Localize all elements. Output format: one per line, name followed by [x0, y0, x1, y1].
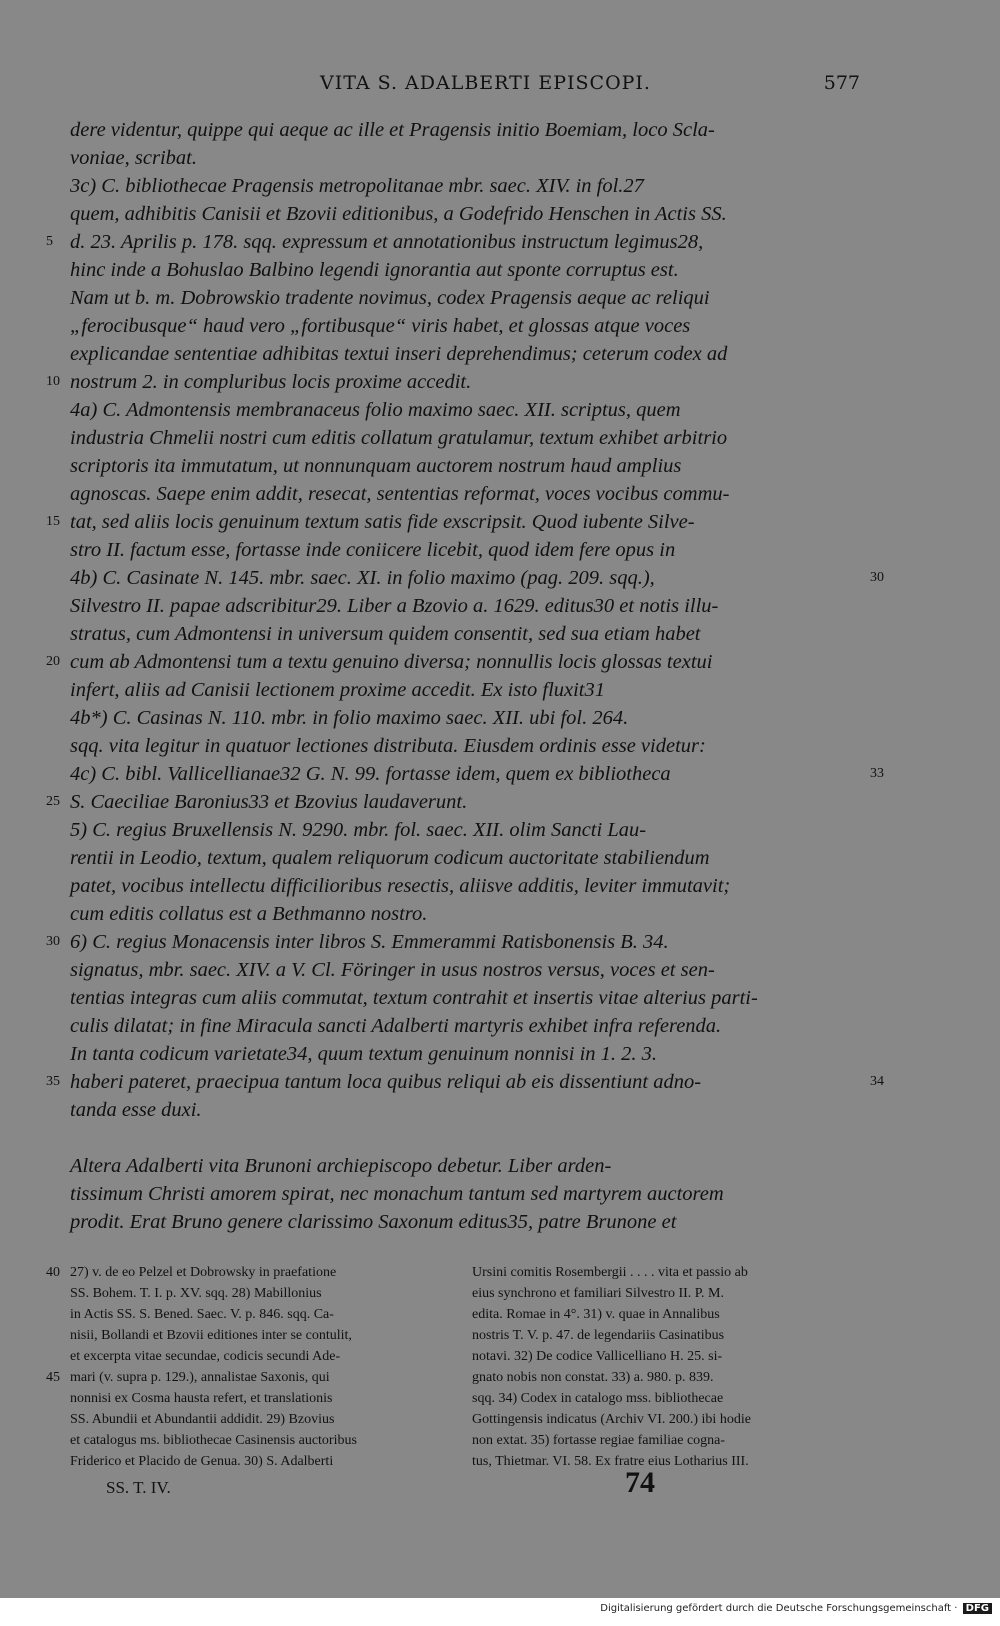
line-text: industria Chmelii nostri cum editis collatum gratulamur, textum exhibet arbitrio: [70, 427, 728, 449]
text-line: [70, 872, 860, 900]
line-text: cum ab Admontensi tum a textu genuino diversa; nonnullis locis glossas textui: [70, 651, 713, 673]
line-text: „ferocibusque“ haud vero „fortibusque“ viris habet, et glossas atque voces: [70, 315, 691, 337]
footnote-left: in Actis SS. S. Bened. Saec. V. p. 846. sqq. Ca-: [70, 1307, 334, 1322]
sheet-number: 74: [625, 1466, 655, 1499]
line-text: dere videntur, quippe qui aeque ac ille et Pragensis initio Boemiam, loco Scla-: [70, 119, 715, 141]
text-line: [70, 900, 860, 928]
footnote-row: [70, 1409, 860, 1430]
line-number: 5: [46, 234, 53, 249]
line-text: stratus, cum Admontensi in universum quidem consentit, sed sua etiam habet: [70, 623, 701, 645]
line-text: rentii in Leodio, textum, qualem reliquorum codicum auctoritate stabiliendum: [70, 847, 710, 869]
footnote-row: [70, 1304, 860, 1325]
dfg-credit-text: Digitalisierung gefördert durch die Deutsche Forschungsgemeinschaft: [600, 1603, 952, 1614]
footnote-right: Gottingensis indicatus (Archiv VI. 200.) ibi hodie: [472, 1412, 751, 1427]
main-text: [46, 116, 884, 1236]
line-text: 5) C. regius Bruxellensis N. 9290. mbr. fol. saec. XII. olim Sancti Lau-: [70, 819, 647, 841]
line-text: hinc inde a Bohuslao Balbino legendi ignorantia aut sponte corruptus est.: [70, 259, 679, 281]
line-number: 15: [46, 514, 60, 529]
margin-number: 30: [870, 570, 884, 585]
footnote-left: nonnisi ex Cosma hausta refert, et translationis: [70, 1391, 333, 1406]
line-text: S. Caeciliae Baronius33 et Bzovius laudaverunt.: [70, 791, 468, 813]
text-line: [70, 396, 860, 424]
line-text: agnoscas. Saepe enim addit, resecat, sententias reformat, voces vocibus commu-: [70, 483, 730, 505]
line-text: tentias integras cum aliis commutat, textum contrahit et insertis vitae alterius parti-: [70, 987, 758, 1009]
text-line: [70, 536, 860, 564]
text-line: [70, 200, 860, 228]
line-text: 3c) C. bibliothecae Pragensis metropolitanae mbr. saec. XIV. in fol.27: [70, 175, 644, 197]
text-line: [70, 1012, 860, 1040]
text-line: [46, 648, 860, 676]
footnote-left: SS. Bohem. T. I. p. XV. sqq. 28) Mabillonius: [70, 1286, 322, 1301]
line-text: tissimum Christi amorem spirat, nec monachum tantum sed martyrem auctorem: [70, 1183, 724, 1205]
footnote-right: gnato nobis non constat. 33) a. 980. p. 839.: [472, 1370, 714, 1385]
text-line: [70, 480, 860, 508]
text-line: [70, 676, 860, 704]
footnote-row: [70, 1388, 860, 1409]
text-line: [70, 1180, 860, 1208]
footnote-right: non extat. 35) fortasse regiae familiae cogna-: [472, 1433, 726, 1448]
line-text: explicandae sententiae adhibitas textui inseri deprehendimus; ceterum codex ad: [70, 343, 728, 365]
footnote-row: [70, 1346, 860, 1367]
line-text: tat, sed aliis locis genuinum textum satis fide exscripsit. Quod iubente Silve-: [70, 511, 695, 533]
text-line: [70, 1124, 860, 1152]
footnote-left: mari (v. supra p. 129.), annalistae Saxonis, qui: [70, 1370, 330, 1385]
text-line: [70, 984, 860, 1012]
text-line: [70, 172, 860, 200]
footnote-left: 27) v. de eo Pelzel et Dobrowsky in praefatione: [70, 1265, 337, 1280]
footnote-right: eius synchrono et familiari Silvestro II. P. M.: [472, 1286, 724, 1301]
text-line: [46, 508, 860, 536]
page-number: 577: [823, 72, 860, 94]
line-text: 4c) C. bibl. Vallicellianae32 G. N. 99. fortasse idem, quem ex bibliotheca: [70, 763, 671, 785]
line-text: quem, adhibitis Canisii et Bzovii editionibus, a Godefrido Henschen in Actis SS.: [70, 203, 727, 225]
text-line: [70, 1096, 860, 1124]
text-line: [70, 1208, 860, 1236]
dfg-logo: DFG: [963, 1603, 992, 1614]
text-line: [70, 452, 860, 480]
text-line: [70, 732, 860, 760]
line-text: nostrum 2. in compluribus locis proxime accedit.: [70, 371, 472, 393]
line-text: signatus, mbr. saec. XIV. a V. Cl. Föringer in usus nostros versus, voces et sen-: [70, 959, 715, 981]
line-text: Altera Adalberti vita Brunoni archiepiscopo debetur. Liber arden-: [70, 1155, 612, 1177]
margin-number: 34: [870, 1074, 884, 1089]
text-line: [70, 564, 884, 592]
running-title: VITA S. ADALBERTI EPISCOPI.: [320, 72, 651, 94]
text-line: [46, 928, 860, 956]
text-line: [46, 788, 860, 816]
signature-mark: SS. T. IV.: [106, 1478, 171, 1497]
text-line: [70, 760, 884, 788]
footnote-right: Ursini comitis Rosembergii . . . . vita et passio ab: [472, 1265, 748, 1280]
line-number: 45: [46, 1370, 60, 1385]
text-line: [70, 592, 860, 620]
line-text: 6) C. regius Monacensis inter libros S. Emmerammi Ratisbonensis B. 34.: [70, 931, 669, 953]
line-text: patet, vocibus intellectu difficilioribus resectis, aliisve additis, leviter immutavit;: [70, 875, 731, 897]
footnote-right: tus, Thietmar. VI. 58. Ex fratre eius Lotharius III.: [472, 1454, 749, 1469]
line-text: culis dilatat; in fine Miracula sancti Adalberti martyris exhibet infra referenda.: [70, 1015, 722, 1037]
footnote-left: et catalogus ms. bibliothecae Casinensis auctoribus: [70, 1433, 357, 1448]
line-text: stro II. factum esse, fortasse inde coniicere licebit, quod idem fere opus in: [70, 539, 676, 561]
line-text: Silvestro II. papae adscribitur29. Liber a Bzovio a. 1629. editus30 et notis illu-: [70, 595, 719, 617]
footnotes: [46, 1262, 860, 1472]
footnote-row: [70, 1325, 860, 1346]
line-text: Nam ut b. m. Dobrowskio tradente novimus, codex Pragensis aeque ac reliqui: [70, 287, 710, 309]
line-text: cum editis collatus est a Bethmanno nostro.: [70, 903, 428, 925]
line-text: 4b*) C. Casinas N. 110. mbr. in folio maximo saec. XII. ubi fol. 264.: [70, 707, 629, 729]
line-text: voniae, scribat.: [70, 147, 197, 169]
footnote-row: [46, 1367, 860, 1388]
text-line: [70, 256, 860, 284]
text-line: [70, 144, 860, 172]
text-line: [70, 844, 860, 872]
text-line: [70, 1152, 860, 1180]
text-line: [46, 368, 860, 396]
margin-number: 33: [870, 766, 884, 781]
line-text: scriptoris ita immutatum, ut nonnunquam auctorem nostrum haud amplius: [70, 455, 682, 477]
line-text: tanda esse duxi.: [70, 1099, 202, 1121]
text-line: [70, 116, 860, 144]
text-line: [70, 816, 860, 844]
footnote-left: nisii, Bollandi et Bzovii editiones inter se contulit,: [70, 1328, 352, 1343]
line-text: d. 23. Aprilis p. 178. sqq. expressum et annotationibus instructum legimus28,: [70, 231, 704, 253]
line-text: infert, aliis ad Canisii lectionem proxime accedit. Ex isto fluxit31: [70, 679, 606, 701]
text-line: [70, 620, 860, 648]
footnote-right: sqq. 34) Codex in catalogo mss. bibliothecae: [472, 1391, 724, 1406]
line-number: 40: [46, 1265, 60, 1280]
text-line: [46, 228, 860, 256]
line-text: 4b) C. Casinate N. 145. mbr. saec. XI. in folio maximo (pag. 209. sqq.),: [70, 567, 655, 589]
footnote-left: SS. Abundii et Abundantii addidit. 29) Bzovius: [70, 1412, 335, 1427]
footnote-row: [70, 1283, 860, 1304]
text-line: [70, 424, 860, 452]
footnote-left: et excerpta vitae secundae, codicis secundi Ade-: [70, 1349, 341, 1364]
footnote-right: notavi. 32) De codice Vallicelliano H. 25. si-: [472, 1349, 723, 1364]
line-text: 4a) C. Admontensis membranaceus folio maximo saec. XII. scriptus, quem: [70, 399, 681, 421]
text-line: [70, 312, 860, 340]
footnote-row: [46, 1262, 860, 1283]
footnote-row: [70, 1430, 860, 1451]
line-text: prodit. Erat Bruno genere clarissimo Saxonum editus35, patre Brunone et: [70, 1211, 677, 1233]
dfg-credit-bar: Digitalisierung gefördert durch die Deutsche Forschungsgemeinschaft · DFG: [600, 1603, 992, 1614]
line-number: 35: [46, 1074, 60, 1089]
line-number: 30: [46, 934, 60, 949]
text-line: [70, 284, 860, 312]
footnote-row: [70, 1451, 860, 1472]
text-line: [46, 1068, 884, 1096]
text-line: [70, 340, 860, 368]
line-text: haberi pateret, praecipua tantum loca quibus reliqui ab eis dissentiunt adno-: [70, 1071, 702, 1093]
footnote-left: Friderico et Placido de Genua. 30) S. Adalberti: [70, 1454, 334, 1469]
footnote-right: edita. Romae in 4°. 31) v. quae in Annalibus: [472, 1307, 720, 1322]
text-line: [70, 704, 860, 732]
line-text: In tanta codicum varietate34, quum textum genuinum nonnisi in 1. 2. 3.: [70, 1043, 658, 1065]
page-header: [70, 72, 860, 102]
line-text: sqq. vita legitur in quatuor lectiones distributa. Eiusdem ordinis esse videtur:: [70, 735, 706, 757]
line-number: 25: [46, 794, 60, 809]
text-line: [70, 956, 860, 984]
line-number: 10: [46, 374, 60, 389]
text-line: [70, 1040, 860, 1068]
footnote-right: nostris T. V. p. 47. de legendariis Casinatibus: [472, 1328, 725, 1343]
line-number: 20: [46, 654, 60, 669]
